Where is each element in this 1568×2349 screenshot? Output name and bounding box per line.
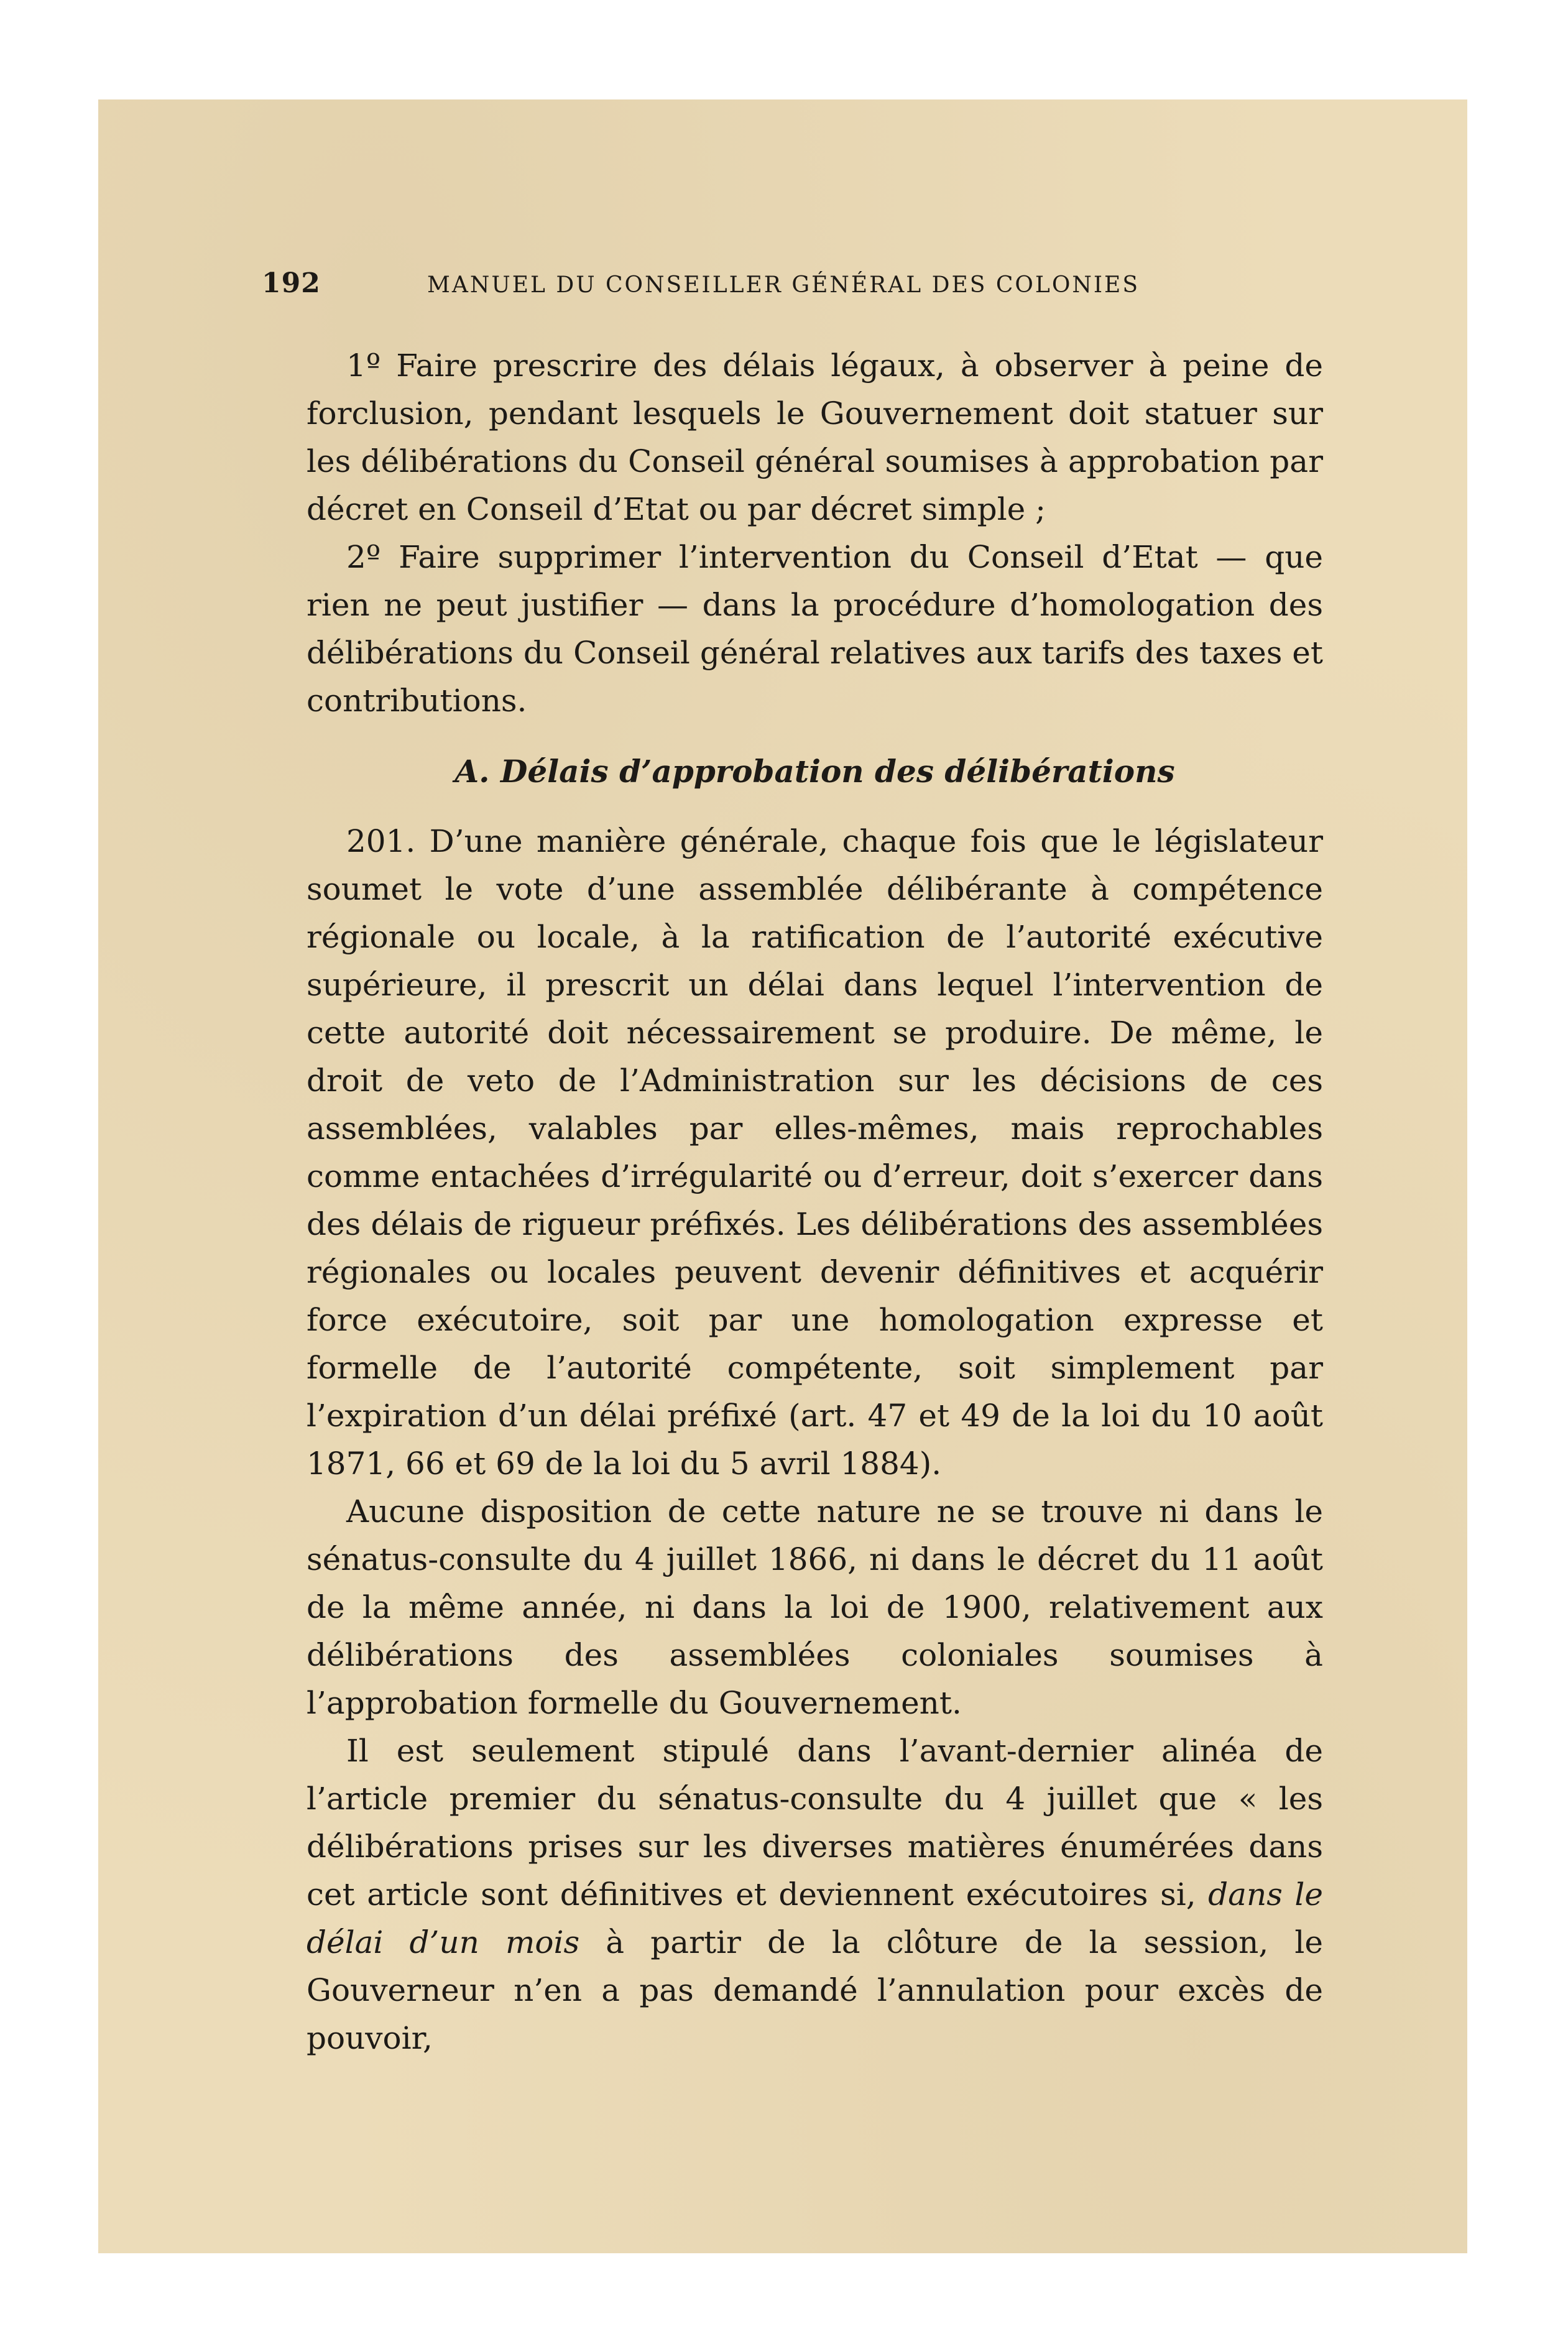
running-head <box>262 267 1257 311</box>
running-title: MANUEL DU CONSEILLER GÉNÉRAL DES COLONIES <box>427 272 1140 298</box>
section-heading: A. Délais d’approbation des délibérations <box>454 753 1175 790</box>
paragraph-il-est <box>307 1727 1323 2062</box>
book-page <box>98 99 1467 2253</box>
paragraph-item-1: 1º Faire prescrire des délais légaux, à observer à peine de forclusion, pendant lesquels le Gouvernement doit statuer sur les délibérations du Conseil général soumises à approbation par décret en Conseil d’Etat ou par décret simple ; <box>307 348 1323 527</box>
body-text <box>307 342 1323 2062</box>
paragraph-aucune: Aucune disposition de cette nature ne se trouve ni dans le sénatus-consulte du 4 juillet 1866, ni dans le décret du 11 août de la même année, ni dans la loi de 1900, relativement aux délibérations des assemblées coloniales soumises à l’approbation formelle du Gouvernement. <box>307 1493 1323 1721</box>
paragraph-item-2: 2º Faire supprimer l’intervention du Conseil d’Etat — que rien ne peut justifier — dans la procédure d’homologation des délibérations du Conseil général relatives aux tarifs des taxes et contributions. <box>307 539 1323 719</box>
page-number: 192 <box>262 267 321 299</box>
paragraph-201: 201. D’une manière générale, chaque fois que le législateur soumet le vote d’une assemblée délibérante à compétence régionale ou locale, à la ratification de l’autorité exécutive supérieure, il prescrit un délai dans lequel l’intervention de cette autorité doit nécessairement se produire. De même, le droit de veto de l’Administration sur les décisions de ces assemblées, valables par elles-mêmes, mais reprochables comme entachées d’irrégularité ou d’erreur, doit s’exercer dans des délais de rigueur préfixés. Les délibérations des assemblées régionales ou locales peuvent devenir définitives et acquérir force exécutoire, soit par une homologation expresse et formelle de l’autorité compétente, soit simplement par l’expiration d’un délai préfixé (art. 47 et 49 de la loi du 10 août 1871, 66 et 69 de la loi du 5 avril 1884). <box>307 823 1323 1482</box>
paragraph-il-est-start: Il est seulement stipulé dans l’avant-dernier alinéa de l’article premier du sénatus-consulte du 4 juillet que « les délibérations prises sur les diverses matières énumérées dans cet article sont définitives et deviennent exécutoires si, <box>307 1733 1323 1913</box>
paragraph-il-est-emphasis: dans le délai d’un mois <box>307 1876 1323 1960</box>
paragraph-il-est-end: à partir de la clôture de la session, le Gouverneur n’en a pas demandé l’annulation pour excès de pouvoir, <box>307 1924 1323 2056</box>
